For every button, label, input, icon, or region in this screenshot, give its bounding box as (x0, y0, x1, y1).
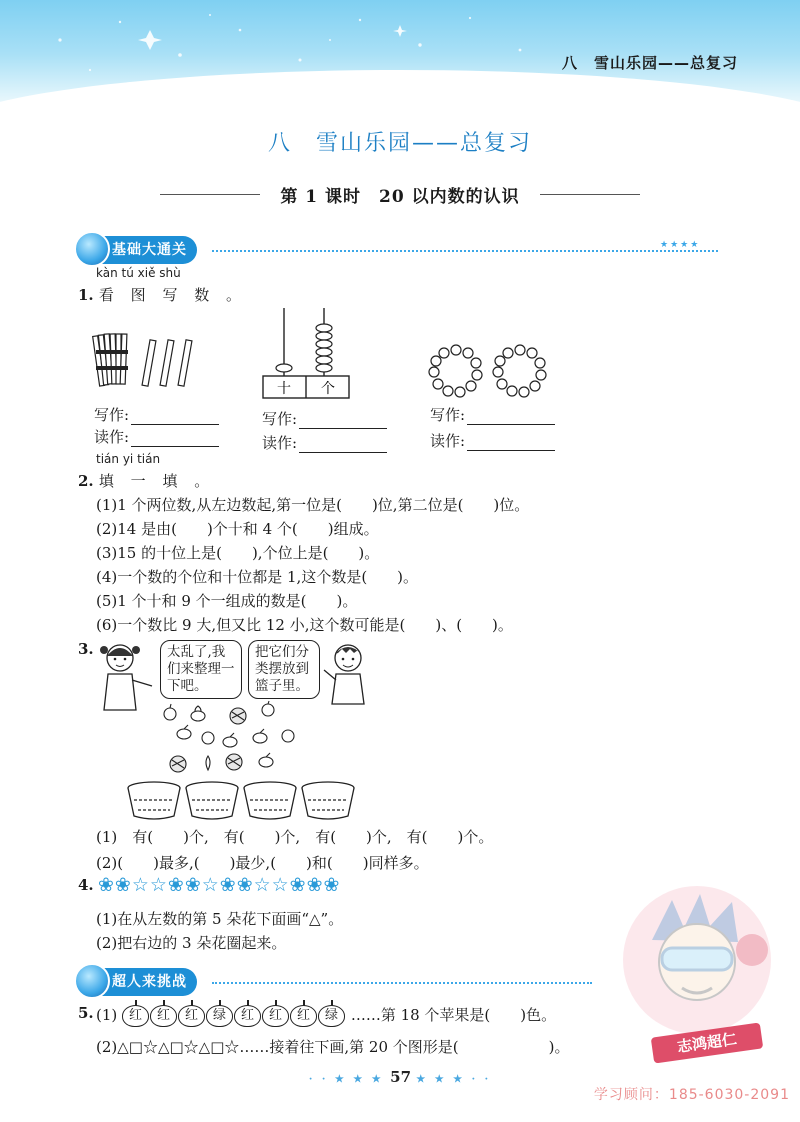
title-rule-right (540, 194, 640, 195)
q1c-read-row (430, 430, 555, 451)
q1a-read-blank[interactable] (131, 433, 219, 447)
running-head: 八 雪山乐园——总复习 (561, 54, 738, 72)
q4-item-2: (2)把右边的 3 朵花圈起来。 (96, 934, 287, 952)
apple-sequence (122, 1005, 346, 1027)
section-badge-challenge (78, 968, 197, 996)
q1a-write-blank[interactable] (131, 411, 219, 425)
section-rule-challenge (212, 982, 592, 984)
abacus-ones-label: 个 (321, 381, 335, 397)
q1-number: 1. (78, 286, 94, 304)
girl-character-icon (96, 640, 156, 716)
q2-instruction: 填 一 填 。 (98, 472, 216, 490)
bubble-right-line-2: 类摆放到 (255, 661, 309, 677)
q1a-read-label: 读作: (94, 428, 130, 446)
q4-number: 4. (78, 876, 94, 894)
q5-number: 5. (78, 1004, 94, 1022)
q2-item-6: (6)一个数比 9 大,但又比 12 小,这个数可能是( )、( )。 (96, 616, 513, 634)
q1b-read-label: 读作: (262, 434, 298, 452)
bubble-right-line-1: 把它们分 (255, 644, 309, 660)
q1c-write-blank[interactable] (467, 411, 555, 425)
q2-pinyin: tián yi tián (96, 452, 161, 466)
abacus-tens-label: 十 (277, 381, 291, 397)
q1c-write-row (430, 404, 555, 425)
bubble-right-line-3: 篮子里。 (255, 678, 309, 694)
q1-instruction: 看 图 写 数 。 (98, 286, 247, 304)
q1-title (78, 284, 247, 305)
boy-character-icon (322, 640, 372, 706)
bubble-left-line-1: 太乱了,我 (167, 644, 226, 660)
apple-item: 绿 (206, 1005, 233, 1027)
q2-item-1: (1)1 个两位数,从左边数起,第一位是( )位,第二位是( )位。 (96, 496, 530, 514)
apple-item: 红 (234, 1005, 261, 1027)
bubble-left-line-3: 下吧。 (167, 678, 208, 694)
q5-line-1 (96, 1004, 556, 1027)
q2-item-5: (5)1 个十和 9 个一组成的数是( )。 (96, 592, 358, 610)
q1a-write-row (94, 404, 219, 425)
lesson-title-wrap (160, 180, 640, 210)
q4-item-1: (1)在从左数的第 5 朵花下面画“△”。 (96, 910, 344, 928)
section-rule-basic (212, 250, 718, 252)
mixed-fruits-icon (158, 700, 308, 780)
snowflake-orb-icon (74, 231, 110, 267)
q1b-write-label: 写作: (262, 410, 298, 428)
q1b-read-row (262, 432, 387, 453)
apple-item: 绿 (318, 1005, 345, 1027)
baskets-icon (126, 780, 358, 822)
apple-item: 红 (178, 1005, 205, 1027)
q5-line-2: (2)△□☆△□☆△□☆……接着往下画,第 20 个图形是( )。 (96, 1038, 570, 1056)
speech-bubble-right (248, 640, 320, 699)
q5-apples-suffix: ……第 18 个苹果是( )色。 (350, 1006, 557, 1024)
unit-title: 八 雪山乐园——总复习 (267, 131, 532, 156)
bubble-left-line-2: 们来整理一 (167, 661, 235, 677)
publisher-seal: 志鸿超仁 (651, 1022, 764, 1063)
q2-item-3: (3)15 的十位上是( ),个位上是( )。 (96, 544, 380, 562)
bead-rings-icon (428, 344, 558, 400)
star-dots-icon: ★★★★ (660, 240, 701, 250)
stick-bundle-icon (92, 330, 202, 392)
section-label-basic: 基础大通关 (112, 242, 187, 258)
q1c-read-blank[interactable] (467, 437, 555, 451)
q5-apples-prefix: (1) (96, 1006, 118, 1024)
q1c-read-label: 读作: (430, 432, 466, 450)
q3-line-1: (1) 有( )个, 有( )个, 有( )个, 有( )个。 (96, 828, 494, 846)
apple-item: 红 (122, 1005, 149, 1027)
q2-number: 2. (78, 472, 94, 490)
flower-star-row: ❀❀☆☆❀❀☆❀❀☆☆❀❀❀ (98, 874, 341, 896)
lesson-title: 第 1 课时 20 以内数的认识 (280, 187, 520, 207)
apple-item: 红 (262, 1005, 289, 1027)
section-badge-basic (78, 236, 197, 264)
q1b-write-blank[interactable] (299, 415, 387, 429)
q1b-read-blank[interactable] (299, 439, 387, 453)
superhero-orb-icon (74, 963, 110, 999)
q2-item-4: (4)一个数的个位和十位都是 1,这个数是( )。 (96, 568, 419, 586)
page-number: 57 (390, 1068, 412, 1086)
speech-bubble-left (160, 640, 242, 699)
advisor-contact: 学习顾问：185-6030-2091 (593, 1087, 790, 1103)
q1a-write-label: 写作: (94, 406, 130, 424)
q1a-read-row (94, 426, 219, 447)
title-rule-left (160, 194, 260, 195)
apple-item: 红 (150, 1005, 177, 1027)
apple-item: 红 (290, 1005, 317, 1027)
abacus-icon (262, 304, 352, 400)
footer-stars-left-icon: · · ★ ★ ★ (308, 1074, 391, 1085)
q3-number: 3. (78, 640, 94, 658)
mascot-watermark-icon (612, 880, 782, 1040)
q1-pinyin: kàn tú xiě shù (96, 266, 181, 280)
q2-item-2: (2)14 是由( )个十和 4 个( )组成。 (96, 520, 379, 538)
q1c-write-label: 写作: (430, 406, 466, 424)
footer-stars-right-icon: ★ ★ ★ · · (416, 1074, 492, 1085)
q2-title (78, 470, 215, 491)
q3-line-2: (2)( )最多,( )最少,( )和( )同样多。 (96, 854, 429, 872)
q1b-write-row (262, 408, 387, 429)
section-label-challenge: 超人来挑战 (112, 974, 187, 990)
